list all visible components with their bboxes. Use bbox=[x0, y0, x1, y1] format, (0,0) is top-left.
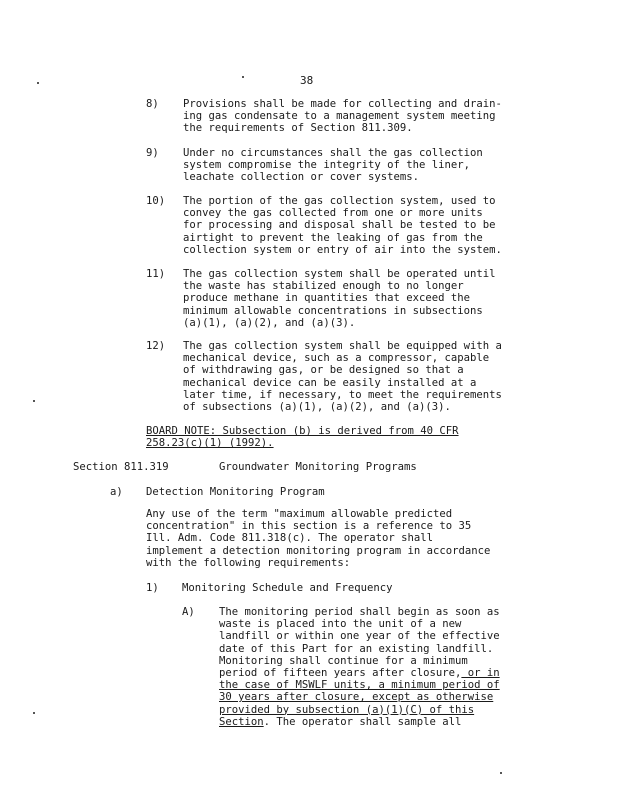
item-number: 8) bbox=[146, 98, 159, 110]
item-1-label: 1) bbox=[146, 582, 159, 594]
scan-speck bbox=[33, 712, 35, 714]
item-number: 9) bbox=[146, 147, 159, 159]
item-text: Under no circumstances shall the gas collection system compromise the integrity of the liner, leachate collection or cover systems. bbox=[183, 147, 483, 184]
item-a-text bbox=[219, 606, 559, 728]
section-title: Groundwater Monitoring Programs bbox=[219, 461, 417, 473]
item-a-amendment: or in the case of MSWLF units, a minimum period of 30 years after closure, except as otherwise provided by subsection (a)(1)(C) of this Section bbox=[219, 667, 500, 728]
subsection-label: a) bbox=[110, 486, 123, 498]
scan-speck bbox=[242, 76, 244, 78]
item-text: The portion of the gas collection system, used to convey the gas collected from one or more units for processing and disposal shall be tested to be airtight to prevent the leaking of gas from the collection system or entry of air into the system. bbox=[183, 195, 502, 256]
item-text: Provisions shall be made for collecting and drain- ing gas condensate to a management system meeting the requirements of Section 811.309. bbox=[183, 98, 502, 135]
intro-paragraph: Any use of the term "maximum allowable predicted concentration" in this section is a reference to 35 Ill. Adm. Code 811.318(c). The operator shall implement a detection monitoring program in accordance with the following requirements: bbox=[146, 508, 491, 569]
item-a-label: A) bbox=[182, 606, 195, 618]
item-number: 10) bbox=[146, 195, 166, 207]
scan-speck bbox=[37, 82, 39, 84]
subsection-title: Detection Monitoring Program bbox=[146, 486, 325, 498]
item-a-plain: The monitoring period shall begin as soon as waste is placed into the unit of a new landfill or within one year of the effective date of this Part for an existing landfill. Monitoring shall continue for a minimum period of fifteen years after closure, bbox=[219, 606, 500, 680]
page-number: 38 bbox=[300, 74, 314, 87]
item-1-title: Monitoring Schedule and Frequency bbox=[182, 582, 393, 594]
section-number: Section 811.319 bbox=[73, 461, 169, 473]
item-number: 12) bbox=[146, 340, 166, 352]
board-note: BOARD NOTE: Subsection (b) is derived from 40 CFR 258.23(c)(1) (1992). bbox=[146, 425, 459, 450]
item-a-tail: . The operator shall sample all bbox=[263, 715, 462, 728]
scan-speck bbox=[33, 400, 35, 402]
scan-speck bbox=[500, 772, 502, 774]
item-number: 11) bbox=[146, 268, 166, 280]
item-text: The gas collection system shall be equipped with a mechanical device, such as a compressor, capable of withdrawing gas, or be designed so that a mechanical device can be easily installed at a later time, if necessary, to meet the requirements of subsections (a)(1), (a)(2), and (a)(3). bbox=[183, 340, 502, 414]
item-text: The gas collection system shall be operated until the waste has stabilized enough to no longer produce methane in quantities that exceed the minimum allowable concentrations in subsections (a)(1), (a)(2), and (a)(3). bbox=[183, 268, 496, 329]
